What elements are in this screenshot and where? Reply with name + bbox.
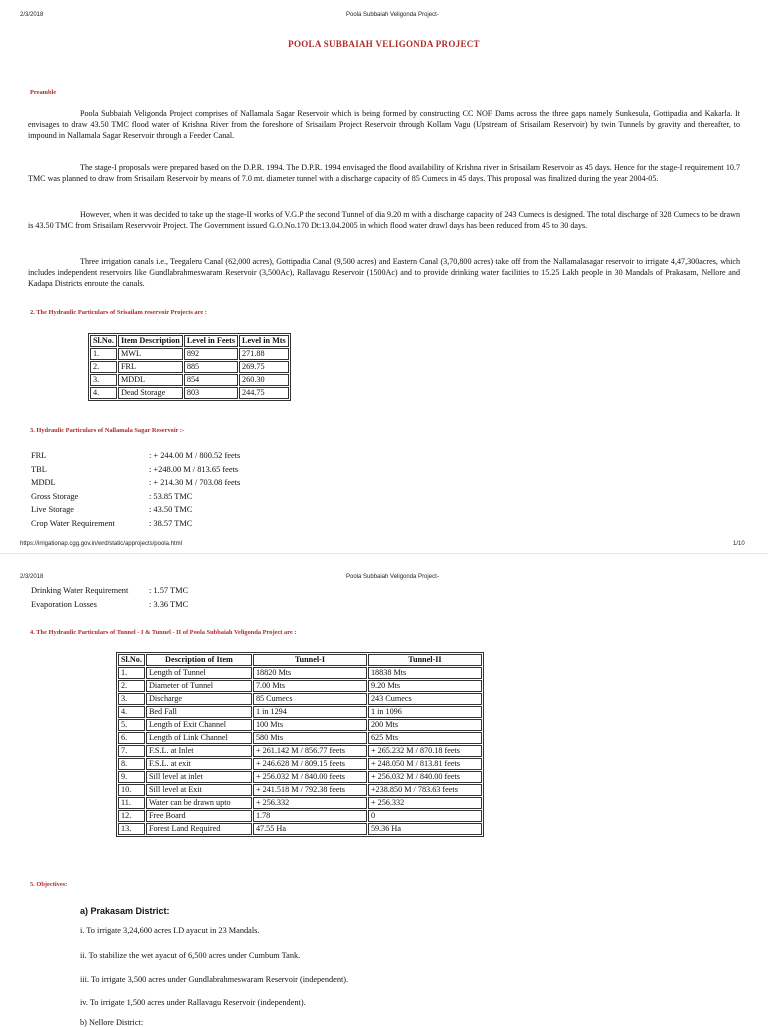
table-cell: 854 bbox=[184, 374, 238, 386]
particular-label: MDDL bbox=[31, 478, 56, 488]
table-cell: 260.30 bbox=[239, 374, 289, 386]
table-cell: 7.00 Mts bbox=[253, 680, 367, 692]
table-row bbox=[118, 797, 482, 809]
particular-label: TBL bbox=[31, 464, 47, 474]
table-cell: Discharge bbox=[146, 693, 252, 705]
table-cell: Dead Storage bbox=[118, 387, 183, 399]
table-cell: 8. bbox=[118, 758, 145, 770]
table-row bbox=[118, 706, 482, 718]
col-header: Level in Mts bbox=[239, 335, 289, 347]
table-cell: + 256.332 bbox=[368, 797, 482, 809]
nellore-heading: b) Nellore District: bbox=[80, 1018, 144, 1027]
table-row bbox=[90, 374, 289, 386]
table-cell: 100 Mts bbox=[253, 719, 367, 731]
table-cell: 1 in 1096 bbox=[368, 706, 482, 718]
objective-item: ii. To stabilize the wet ayacut of 6,500 acres under Cumbum Tank. bbox=[80, 951, 301, 960]
table-cell: Length of Link Channel bbox=[146, 732, 252, 744]
table-row bbox=[118, 758, 482, 770]
table-cell: + 265.232 M / 870.18 feets bbox=[368, 745, 482, 757]
table-cell: 6. bbox=[118, 732, 145, 744]
page-title: POOLA SUBBAIAH VELIGONDA PROJECT bbox=[288, 39, 480, 49]
table-cell: 0 bbox=[368, 810, 482, 822]
particular-label: Live Storage bbox=[31, 505, 75, 515]
particular-value: : + 214.30 M / 703.08 feets bbox=[149, 478, 241, 488]
header-title-2: Poola Subbaiah Veligonda Project- bbox=[346, 574, 439, 580]
table-cell: Length of Exit Channel bbox=[146, 719, 252, 731]
table-cell: 4. bbox=[118, 706, 145, 718]
paragraph-1: Poola Subbaiah Veligonda Project comprises of Nallamala Sagar Reservoir which is being formed by constructing CC NOF Dams across the three gaps namely Sunkesula, Gottipadia and Kakarla. It envisages to draw 43.50 TMC flood water of Krishna River from the foreshore of Srisailam Project Reservoir through Kollam Vagu (Upstream of Srisailam Reservoir) by twin Tunnels by gravity and thereafter, to impound in Nallamala Sagar Reservoir through a Feeder Canal. bbox=[28, 109, 740, 140]
table-cell: Length of Tunnel bbox=[146, 667, 252, 679]
table-cell: 7. bbox=[118, 745, 145, 757]
table-cell: Sill level at Exit bbox=[146, 784, 252, 796]
table-cell: 892 bbox=[184, 348, 238, 360]
table-cell: 3. bbox=[118, 693, 145, 705]
particular-value: : + 244.00 M / 800.52 feets bbox=[149, 451, 241, 460]
particular-value: : 1.57 TMC bbox=[149, 586, 189, 595]
objective-item: i. To irrigate 3,24,600 acres I.D ayacut in 23 Mandals. bbox=[80, 926, 260, 935]
table-row bbox=[118, 680, 482, 692]
particular-value: : 43.50 TMC bbox=[149, 505, 193, 515]
preamble-heading: Preamble bbox=[30, 89, 57, 96]
table-cell: F.S.L. at exit bbox=[146, 758, 252, 770]
particular-label: Crop Water Requirement bbox=[31, 518, 115, 528]
table-cell: Diameter of Tunnel bbox=[146, 680, 252, 692]
particular-label: Drinking Water Requirement bbox=[31, 586, 129, 595]
objective-item: iii. To irrigate 3,500 acres under Gundlabrahmeswaram Reservoir (independent). bbox=[80, 975, 349, 984]
table-cell: MWL bbox=[118, 348, 183, 360]
section-4-heading: 4. The Hydraulic Particulars of Tunnel - I & Tunnel - II of Poola Subbaiah Veligonda Project are : bbox=[30, 629, 297, 636]
table-cell: 244.75 bbox=[239, 387, 289, 399]
table-row bbox=[118, 771, 482, 783]
table-row bbox=[90, 361, 289, 373]
table-cell: 18838 Mts bbox=[368, 667, 482, 679]
prakasam-heading: a) Prakasam District: bbox=[80, 906, 170, 916]
table-cell: 59.36 Ha bbox=[368, 823, 482, 835]
particular-value: : 3.36 TMC bbox=[149, 599, 189, 609]
table-cell: + 256.332 bbox=[253, 797, 367, 809]
table-cell: FRL bbox=[118, 361, 183, 373]
table-cell: 200 Mts bbox=[368, 719, 482, 731]
table-cell: Bed Fall bbox=[146, 706, 252, 718]
footer-page-number: 1/10 bbox=[733, 541, 745, 547]
table-row bbox=[118, 810, 482, 822]
table-cell: + 248.050 M / 813.81 feets bbox=[368, 758, 482, 770]
paragraph-2: The stage-I proposals were prepared based on the D.P.R. 1994. The D.P.R. 1994 envisaged the flood availability of Krishna river in Srisailam Reservoir as 45 days. Hence for the stage-I requirement 10.7 TMC was planned to draw from Srisailam Reservoir by means of 7.0 mt. diameter tunnel with a discharge capacity of 85 Cumecs in 45 days. This proposal was finalized during the year 2004-05. bbox=[28, 163, 740, 183]
table-row bbox=[118, 719, 482, 731]
col-header: Tunnel-I bbox=[253, 654, 367, 666]
table-cell: 3. bbox=[90, 374, 117, 386]
table-header-row bbox=[118, 654, 482, 666]
table-cell: 47.55 Ha bbox=[253, 823, 367, 835]
table-cell: Sill level at inlet bbox=[146, 771, 252, 783]
table-cell: 9.20 Mts bbox=[368, 680, 482, 692]
col-header: Sl.No. bbox=[90, 335, 117, 347]
table-cell: 12. bbox=[118, 810, 145, 822]
table-cell: 9. bbox=[118, 771, 145, 783]
table-cell: 5. bbox=[118, 719, 145, 731]
table-cell: 1 in 1294 bbox=[253, 706, 367, 718]
table-row bbox=[118, 667, 482, 679]
footer-url: https://irrigationap.cgg.gov.in/wrd/static/approjects/poola.html bbox=[20, 541, 182, 547]
srisailam-table bbox=[88, 333, 291, 401]
paragraph-4: Three irrigation canals i.e., Teegaleru Canal (62,000 acres), Gottipadia Canal (9,500 acres) and Eastern Canal (3,70,800 acres) take off from the Nallamalasagar reservoir to irrigate 4,47,300acres, which includes independent reservoirs like Gundlabrahmeswaram Reservoir (3,500Ac), Rallavagu Reservoir (1500Ac) and to provide drinking water facilities to 15.25 Lakh people in 30 Mandals of Prakasam, Nellore and Kadapa Districts enroute the canals. bbox=[28, 257, 740, 288]
table-cell: 580 Mts bbox=[253, 732, 367, 744]
col-header: Tunnel-II bbox=[368, 654, 482, 666]
particular-label: FRL bbox=[31, 451, 47, 460]
table-row bbox=[90, 348, 289, 360]
particular-value: : +248.00 M / 813.65 feets bbox=[149, 464, 239, 474]
table-cell: Forest Land Required bbox=[146, 823, 252, 835]
col-header: Item Description bbox=[118, 335, 183, 347]
page-divider bbox=[0, 553, 768, 570]
table-cell: + 256.032 M / 840.00 feets bbox=[253, 771, 367, 783]
header-date-2: 2/3/2018 bbox=[20, 574, 44, 580]
table-row bbox=[118, 693, 482, 705]
table-cell: +238.850 M / 783.63 feets bbox=[368, 784, 482, 796]
table-cell: Water can be drawn upto bbox=[146, 797, 252, 809]
table-cell: + 261.142 M / 856.77 feets bbox=[253, 745, 367, 757]
table-cell: 13. bbox=[118, 823, 145, 835]
table-row bbox=[118, 732, 482, 744]
table-cell: 1. bbox=[118, 667, 145, 679]
particular-value: : 38.57 TMC bbox=[149, 518, 193, 528]
col-header: Level in Feets bbox=[184, 335, 238, 347]
section-3-heading: 3. Hydraulic Particulars of Nallamala Sagar Reservoir :- bbox=[30, 427, 185, 434]
particular-label: Evaporation Losses bbox=[31, 599, 97, 609]
table-cell: 4. bbox=[90, 387, 117, 399]
col-header: Sl.No. bbox=[118, 654, 145, 666]
table-cell: 2. bbox=[90, 361, 117, 373]
table-cell: 885 bbox=[184, 361, 238, 373]
section-5-heading: 5. Objectives: bbox=[30, 881, 68, 888]
table-header-row bbox=[90, 335, 289, 347]
table-cell: 1. bbox=[90, 348, 117, 360]
table-cell: 10. bbox=[118, 784, 145, 796]
table-cell: 1.78 bbox=[253, 810, 367, 822]
table-row bbox=[90, 387, 289, 399]
table-cell: 18820 Mts bbox=[253, 667, 367, 679]
particular-label: Gross Storage bbox=[31, 491, 79, 501]
table-row bbox=[118, 784, 482, 796]
table-cell: 269.75 bbox=[239, 361, 289, 373]
table-cell: F.S.L. at Inlet bbox=[146, 745, 252, 757]
table-row bbox=[118, 745, 482, 757]
table-row bbox=[118, 823, 482, 835]
col-header: Description of Item bbox=[146, 654, 252, 666]
table-cell: + 241.518 M / 792.38 feets bbox=[253, 784, 367, 796]
section-2-heading: 2. The Hydraulic Particulars of Srisailam reservoir Projects are : bbox=[30, 309, 207, 316]
table-cell: Free Board bbox=[146, 810, 252, 822]
table-cell: 243 Cumecs bbox=[368, 693, 482, 705]
table-cell: 2. bbox=[118, 680, 145, 692]
table-cell: 625 Mts bbox=[368, 732, 482, 744]
table-cell: MDDL bbox=[118, 374, 183, 386]
table-cell: 271.88 bbox=[239, 348, 289, 360]
header-date: 2/3/2018 bbox=[20, 12, 44, 18]
table-cell: 85 Cumecs bbox=[253, 693, 367, 705]
header-title: Poola Subbaiah Veligonda Project- bbox=[346, 12, 439, 18]
tunnel-table bbox=[116, 652, 484, 837]
table-cell: 803 bbox=[184, 387, 238, 399]
particular-value: : 53.85 TMC bbox=[149, 491, 193, 501]
table-cell: 11. bbox=[118, 797, 145, 809]
table-cell: + 246.628 M / 809.15 feets bbox=[253, 758, 367, 770]
table-cell: + 256.032 M / 840.00 feets bbox=[368, 771, 482, 783]
paragraph-3: However, when it was decided to take up the stage-II works of V.G.P the second Tunnel of dia 9.20 m with a discharge capacity of 243 Cumecs is designed. The total discharge of 328 Cumecs to be drawn is 43.50 TMC from Srisailam Reservvoir Project. The Government issued G.O.No.170 Dt:13.04.2005 in which flood water drawl days has been reduced from 45 to 30 days. bbox=[28, 210, 740, 230]
objective-item: iv. To irrigate 1,500 acres under Rallavagu Reservoir (independent). bbox=[80, 998, 306, 1007]
